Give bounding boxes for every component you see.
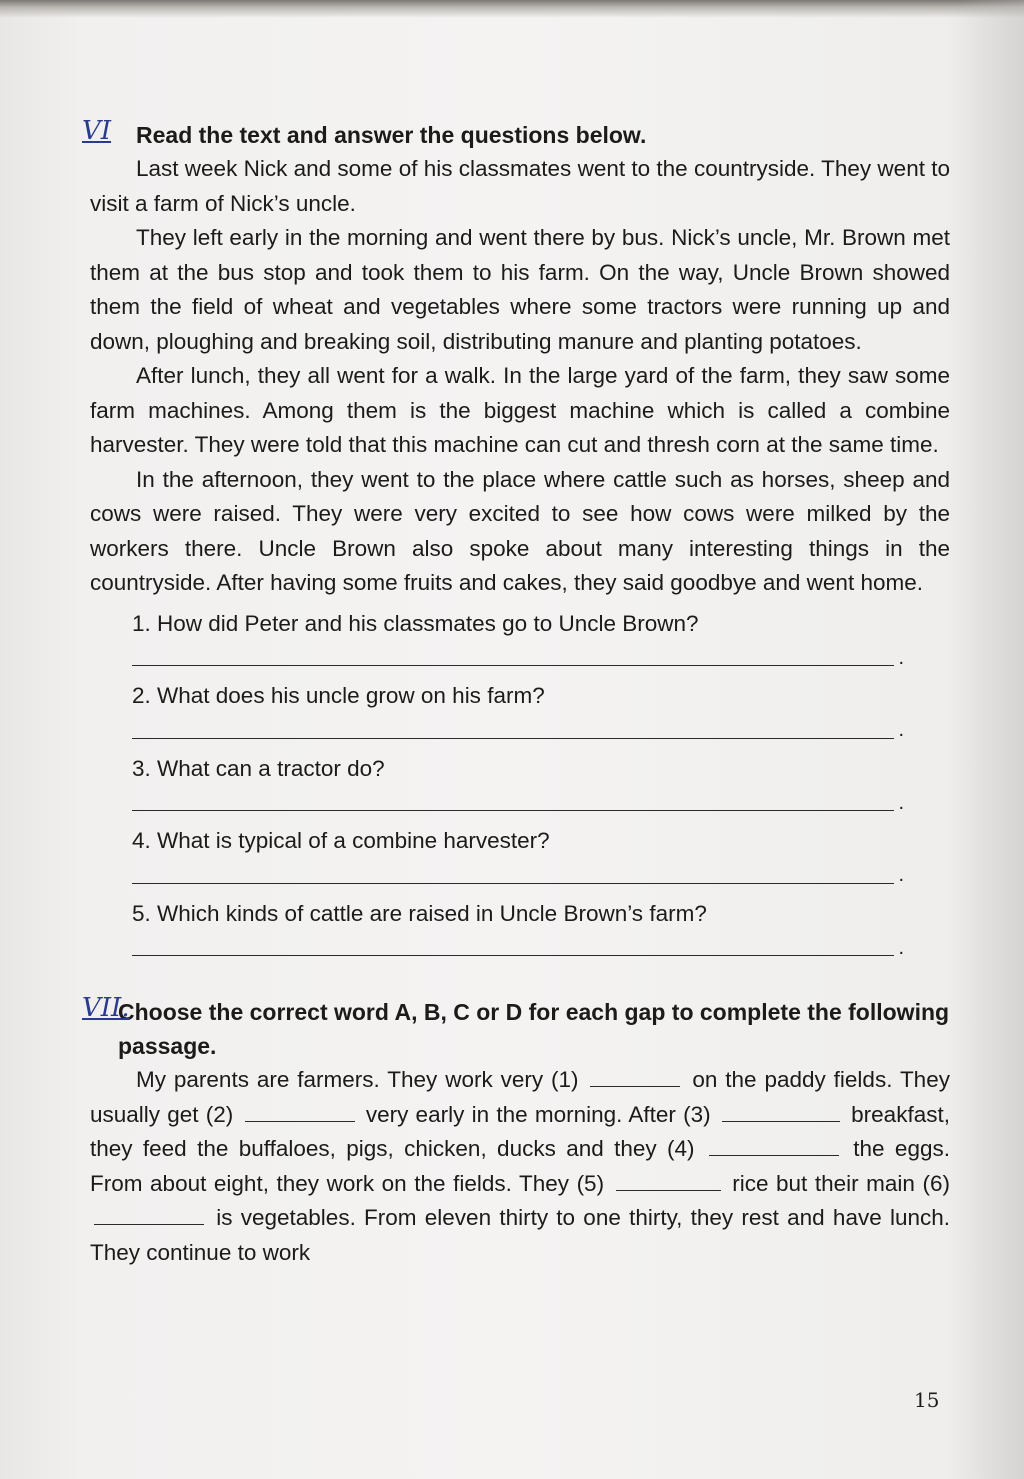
question-item	[132, 679, 950, 752]
answer-line[interactable]: .	[132, 641, 908, 679]
question-item	[132, 607, 950, 680]
page-top-shadow	[0, 0, 1024, 18]
page-edge-shade	[954, 0, 1024, 1479]
question-text: 5. Which kinds of cattle are raised in Uncle Brown’s farm?	[132, 900, 707, 926]
gap-6-blank[interactable]	[94, 1206, 204, 1225]
section-7-number: VII.	[82, 993, 130, 1023]
reading-paragraph-3: After lunch, they all went for a walk. In the large yard of the farm, they saw some farm machines. Among them is the biggest machine which is called a combine harvester. They were told that this machine can cut and thresh corn at the same time.	[90, 363, 950, 457]
section-7-heading	[82, 993, 950, 1063]
passage-segment: breakfast, they feed the buffaloes, pigs, chicken, ducks and they (4)	[90, 1101, 950, 1161]
page-number: 15	[914, 1388, 940, 1412]
passage-segment: My parents are farmers. They work very (1)	[136, 1067, 579, 1092]
gap-4-blank[interactable]	[709, 1137, 839, 1156]
gap-2-blank[interactable]	[245, 1103, 355, 1122]
question-item	[132, 897, 950, 970]
gap-1-blank[interactable]	[590, 1068, 680, 1087]
answer-line[interactable]: .	[132, 859, 908, 897]
question-text: 4. What is typical of a combine harvester?	[132, 828, 550, 853]
question-item	[132, 752, 950, 825]
passage-segment: the eggs. From about eight, they work on the fields. They (5)	[90, 1136, 950, 1196]
reading-paragraph-2: They left early in the morning and went there by bus. Nick’s uncle, Mr. Brown met them at the bus stop and took them to his farm. On the way, Uncle Brown showed them the field of wheat and vegetables where some tractors were running up and down, ploughing and breaking soil, distributing manure and planting potatoes.	[90, 225, 950, 354]
reading-paragraph-1: Last week Nick and some of his classmates went to the countryside. They went to visit a farm of Nick’s uncle.	[90, 156, 950, 216]
section-6-title: Read the text and answer the questions below.	[136, 122, 647, 148]
question-text: 2. What does his uncle grow on his farm?	[132, 683, 545, 708]
section-7-title: Choose the correct word A, B, C or D for each gap to complete the following passage.	[118, 999, 950, 1059]
question-text: 3. What can a tractor do?	[132, 755, 385, 781]
answer-line[interactable]: .	[132, 786, 908, 824]
question-item	[132, 824, 950, 897]
passage-segment: rice but their main (6)	[732, 1170, 950, 1196]
passage-segment: is vegetables. From eleven thirty to one thirty, they rest and have lunch. They continue to work	[90, 1205, 950, 1265]
answer-line[interactable]: .	[132, 931, 908, 969]
question-text: 1. How did Peter and his classmates go to Uncle Brown?	[132, 610, 699, 636]
gap-3-blank[interactable]	[722, 1103, 840, 1122]
answer-line[interactable]: .	[132, 714, 908, 752]
passage-segment: on the paddy fields. They usually get (2)	[90, 1067, 950, 1127]
page-content	[82, 116, 950, 1270]
gap-5-blank[interactable]	[616, 1172, 721, 1191]
passage-segment: very early in the morning. After (3)	[365, 1101, 711, 1127]
section-6-number: VI	[82, 116, 112, 146]
section-6-heading	[82, 116, 950, 152]
gap-fill-passage	[90, 1063, 950, 1270]
question-list	[132, 607, 950, 970]
reading-paragraph-4: In the afternoon, they went to the place where cattle such as horses, sheep and cows were raised. They were very excited to see how cows were milked by the workers there. Uncle Brown also spoke about many interesting things in the countryside. After having some fruits and cakes, they said goodbye and went home.	[90, 466, 950, 595]
